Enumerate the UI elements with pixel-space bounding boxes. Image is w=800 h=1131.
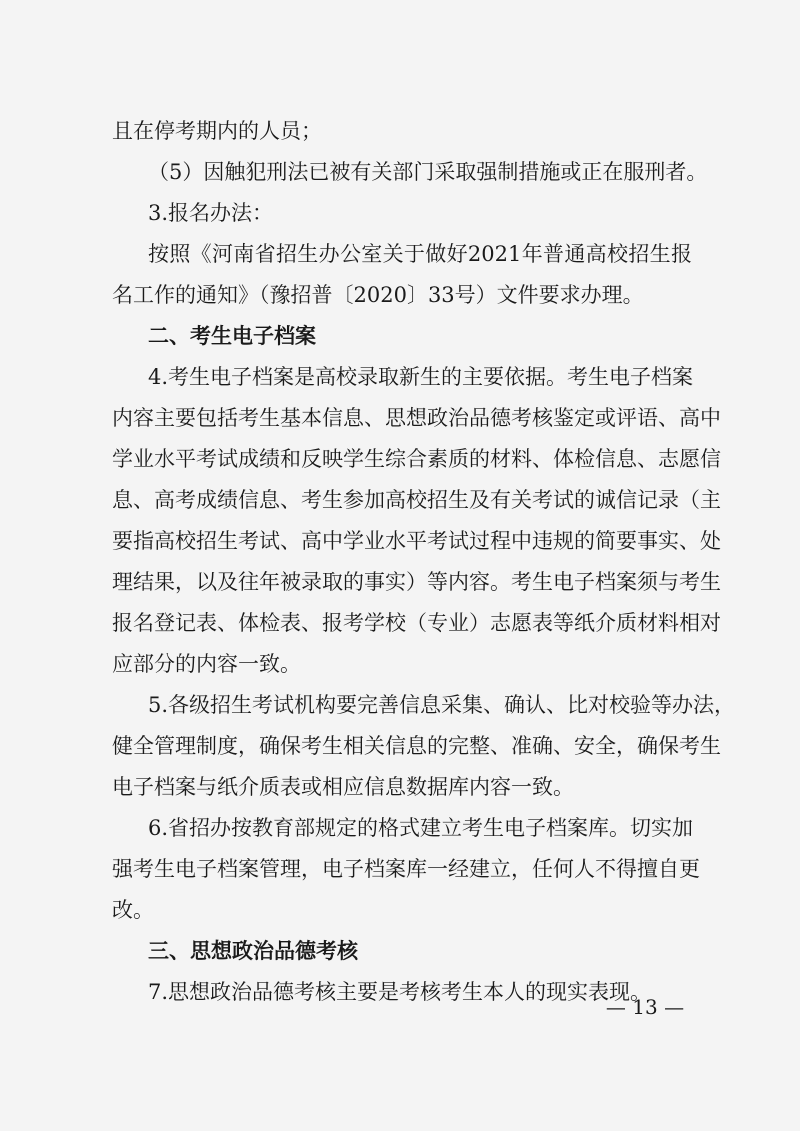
paragraph-line: 4.考生电子档案是高校录取新生的主要依据。考生电子档案 bbox=[148, 365, 694, 389]
paragraph-line: 强考生电子档案管理，电子档案库一经建立，任何人不得擅自更 bbox=[112, 857, 700, 881]
paragraph-line: 息、高考成绩信息、考生参加高校招生及有关考试的诚信记录（主 bbox=[112, 488, 721, 512]
paragraph-line: 名工作的通知》（豫招普〔2020〕33号）文件要求办理。 bbox=[112, 283, 644, 307]
section-heading: 二、考生电子档案 bbox=[148, 324, 316, 348]
paragraph-line: 内容主要包括考生基本信息、思想政治品德考核鉴定或评语、高中 bbox=[112, 406, 721, 430]
paragraph-line: （5）因触犯刑法已被有关部门采取强制措施或正在服刑者。 bbox=[148, 160, 708, 184]
paragraph-line: 应部分的内容一致。 bbox=[112, 652, 301, 676]
paragraph-line: 学业水平考试成绩和反映学生综合素质的材料、体检信息、志愿信 bbox=[112, 447, 721, 471]
paragraph-line: 3.报名办法： bbox=[148, 201, 274, 225]
paragraph-line: 5.各级招生考试机构要完善信息采集、确认、比对校验等办法， bbox=[148, 693, 736, 717]
paragraph-line: 且在停考期内的人员； bbox=[112, 119, 322, 143]
paragraph-line: 要指高校招生考试、高中学业水平考试过程中违规的简要事实、处 bbox=[112, 529, 721, 553]
section-heading: 三、思想政治品德考核 bbox=[148, 939, 358, 963]
paragraph-line: 健全管理制度，确保考生相关信息的完整、准确、安全，确保考生 bbox=[112, 734, 721, 758]
paragraph-line: 按照《河南省招生办公室关于做好2021年普通高校招生报 bbox=[148, 242, 692, 266]
paragraph-line: 改。 bbox=[112, 898, 154, 922]
paragraph-line: 理结果，以及往年被录取的事实）等内容。考生电子档案须与考生 bbox=[112, 570, 721, 594]
paragraph-line: 电子档案与纸介质表或相应信息数据库内容一致。 bbox=[112, 775, 574, 799]
paragraph-line: 7.思想政治品德考核主要是考核考生本人的现实表现。 bbox=[148, 980, 652, 1004]
page-number: — 13 — bbox=[605, 995, 685, 1019]
paragraph-line: 6.省招办按教育部规定的格式建立考生电子档案库。切实加 bbox=[148, 816, 694, 840]
paragraph-line: 报名登记表、体检表、报考学校（专业）志愿表等纸介质材料相对 bbox=[112, 611, 721, 635]
